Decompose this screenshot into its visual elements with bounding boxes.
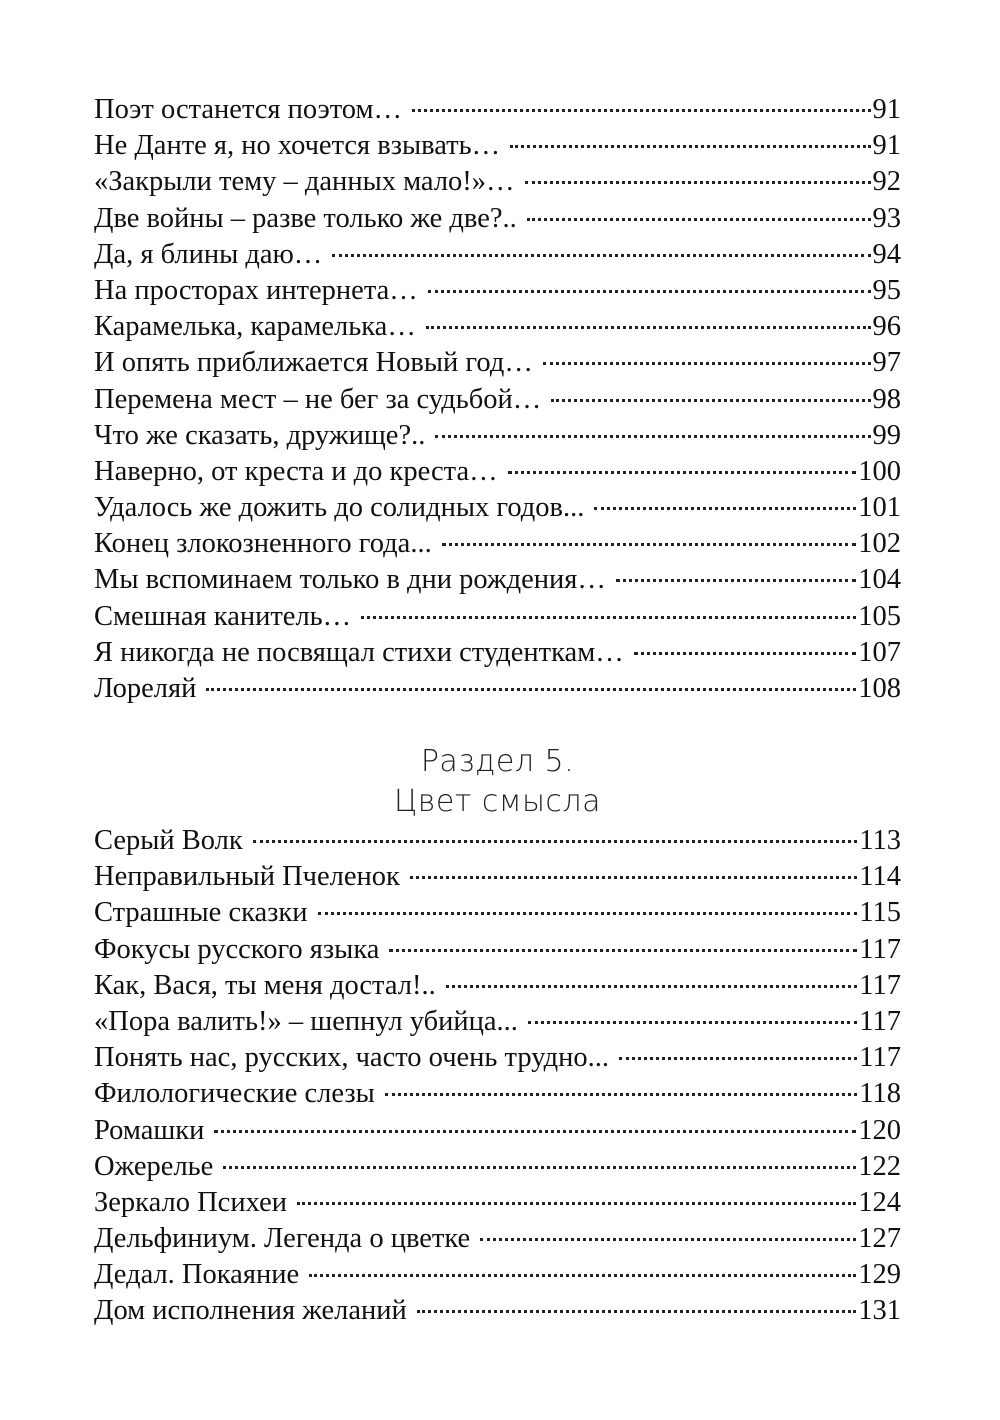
- toc-entry-page-number: 129: [858, 1259, 901, 1291]
- dot-leader: [528, 1021, 857, 1024]
- dot-leader: [480, 1238, 856, 1241]
- toc-entry: [94, 599, 901, 635]
- toc-entry-title: Поэт останется поэтом…: [94, 94, 403, 125]
- toc-entry-title: Лореляй: [94, 673, 197, 704]
- toc-entry: [94, 418, 901, 454]
- toc-entry-page-number: 92: [872, 166, 901, 198]
- toc-entry: [94, 635, 901, 671]
- toc-entry-title: Ромашки: [94, 1114, 205, 1146]
- toc-entry-title: На просторах интернета…: [94, 274, 418, 306]
- toc-entry-title: Мы вспоминаем только в дни рождения…: [94, 564, 606, 596]
- dot-leader: [616, 579, 856, 582]
- toc-entry: [94, 382, 901, 418]
- dot-leader: [297, 1202, 856, 1205]
- toc-entry-page-number: 120: [858, 1114, 901, 1146]
- toc-list-part-1: [94, 92, 901, 707]
- toc-entry-page-number: 124: [858, 1186, 901, 1218]
- dot-leader: [361, 616, 856, 619]
- toc-entry-title: И опять приближается Новый год…: [94, 347, 533, 379]
- toc-entry-title: Да, я блины даю…: [94, 238, 323, 270]
- toc-entry: [94, 454, 901, 490]
- toc-entry-page-number: 94: [872, 238, 901, 270]
- toc-entry-title: Неправильный Пчеленок: [94, 861, 400, 893]
- toc-entry-title: Дедал. Покаяние: [94, 1259, 300, 1291]
- toc-entry-page-number: 118: [859, 1078, 901, 1110]
- toc-entry-title: Не Данте я, но хочется взывать…: [94, 130, 501, 162]
- toc-entry: [94, 1293, 901, 1329]
- toc-entry: [94, 859, 901, 895]
- dot-leader: [543, 362, 871, 365]
- toc-entry-page-number: 104: [858, 564, 901, 596]
- toc-entry-page-number: 108: [858, 673, 901, 704]
- toc-entry-page-number: 117: [859, 1005, 901, 1037]
- toc-entry-title: Перемена мест – не бег за судьбой…: [94, 383, 542, 415]
- toc-entry: [94, 345, 901, 381]
- toc-entry-page-number: 114: [859, 861, 901, 893]
- toc-entry-title: Фокусы русского языка: [94, 933, 380, 965]
- toc-entry-title: Филологические слезы: [94, 1078, 375, 1110]
- toc-entry-page-number: 101: [858, 492, 901, 524]
- toc-entry-title: Карамелька, карамелька…: [94, 311, 416, 343]
- dot-leader: [389, 949, 857, 952]
- toc-entry-page-number: 97: [872, 347, 901, 379]
- dot-leader: [332, 254, 870, 257]
- toc-entry-page-number: 122: [858, 1150, 901, 1182]
- toc-entry: [94, 671, 901, 707]
- toc-entry-title: Страшные сказки: [94, 897, 308, 929]
- dot-leader: [410, 876, 857, 879]
- toc-entry-title: Смешная канитель…: [94, 600, 352, 632]
- toc-entry-title: Ожерелье: [94, 1150, 214, 1182]
- toc-entry-title: Две войны – разве только же две?..: [94, 202, 517, 234]
- dot-leader: [428, 290, 871, 293]
- toc-entry: [94, 273, 901, 309]
- toc-entry: [94, 164, 901, 200]
- toc-entry: [94, 968, 901, 1004]
- toc-list-part-2: [94, 823, 901, 1330]
- toc-entry-title: Наверно, от креста и до креста…: [94, 455, 498, 487]
- toc-entry: [94, 1113, 901, 1149]
- dot-leader: [446, 985, 858, 988]
- toc-entry-page-number: 117: [859, 1042, 901, 1074]
- toc-entry-title: «Пора валить!» – шепнул убийца...: [94, 1005, 518, 1037]
- toc-entry-page-number: 96: [872, 311, 901, 343]
- dot-leader: [318, 912, 858, 915]
- dot-leader: [508, 471, 857, 474]
- toc-entry: [94, 1221, 901, 1257]
- toc-entry-title: Удалось же дожить до солидных годов...: [94, 492, 585, 524]
- toc-entry: [94, 932, 901, 968]
- toc-entry-title: Дом исполнения желаний: [94, 1295, 407, 1327]
- toc-entry-page-number: 91: [872, 130, 901, 162]
- toc-entry-title: Что же сказать, дружище?..: [94, 419, 426, 451]
- toc-entry-title: Как, Вася, ты меня достал!..: [94, 969, 436, 1001]
- toc-entry-page-number: 113: [859, 825, 901, 856]
- toc-entry: [94, 1076, 901, 1112]
- toc-entry-page-number: 105: [858, 600, 901, 632]
- toc-entry: [94, 895, 901, 931]
- dot-leader: [619, 1057, 857, 1060]
- dot-leader: [435, 435, 870, 438]
- toc-entry-page-number: 100: [858, 455, 901, 487]
- dot-leader: [510, 145, 870, 148]
- dot-leader: [412, 109, 870, 112]
- toc-entry: [94, 490, 901, 526]
- toc-entry-page-number: 99: [872, 419, 901, 451]
- toc-entry-page-number: 93: [872, 202, 901, 234]
- dot-leader: [426, 326, 871, 329]
- toc-entry: [94, 201, 901, 237]
- toc-entry-title: Понять нас, русских, часто очень трудно...: [94, 1042, 610, 1074]
- toc-entry: [94, 309, 901, 345]
- toc-entry: [94, 526, 901, 562]
- toc-entry: [94, 823, 901, 859]
- toc-entry-page-number: 117: [859, 933, 901, 965]
- toc-entry-title: Зеркало Психеи: [94, 1186, 288, 1218]
- toc-entry: [94, 128, 901, 164]
- dot-leader: [309, 1274, 856, 1277]
- toc-entry: [94, 1257, 901, 1293]
- dot-leader: [417, 1310, 856, 1313]
- toc-entry-page-number: 107: [858, 636, 901, 668]
- dot-leader: [223, 1166, 856, 1169]
- toc-entry-page-number: 95: [872, 274, 901, 306]
- dot-leader: [206, 688, 856, 691]
- toc-entry-page-number: 98: [872, 383, 901, 415]
- dot-leader: [594, 507, 856, 510]
- dot-leader: [634, 652, 857, 655]
- dot-leader: [527, 218, 871, 221]
- toc-entry-page-number: 91: [872, 94, 901, 125]
- toc-entry-page-number: 117: [859, 969, 901, 1001]
- dot-leader: [525, 181, 871, 184]
- toc-entry: [94, 1149, 901, 1185]
- toc-entry-title: Конец злокозненного года...: [94, 528, 432, 560]
- toc-entry: [94, 1040, 901, 1076]
- toc-entry: [94, 237, 901, 273]
- toc-entry: [94, 92, 901, 128]
- section-title: Цвет смысла: [394, 784, 601, 819]
- toc-entry-title: Я никогда не посвящал стихи студенткам…: [94, 636, 624, 668]
- toc-entry-page-number: 115: [859, 897, 901, 929]
- dot-leader: [442, 543, 857, 546]
- toc-entry-title: «Закрыли тему – данных мало!»…: [94, 166, 515, 198]
- toc-entry-title: Дельфиниум. Легенда о цветке: [94, 1223, 471, 1255]
- dot-leader: [551, 399, 870, 402]
- toc-entry-title: Серый Волк: [94, 825, 243, 856]
- toc-entry: [94, 562, 901, 598]
- dot-leader: [385, 1093, 858, 1096]
- section-label: Раздел 5.: [420, 744, 575, 779]
- toc-entry-page-number: 102: [858, 528, 901, 560]
- toc-entry-page-number: 127: [858, 1223, 901, 1255]
- toc-entry: [94, 1004, 901, 1040]
- toc-entry: [94, 1185, 901, 1221]
- toc-entry-page-number: 131: [858, 1295, 901, 1327]
- dot-leader: [214, 1130, 856, 1133]
- dot-leader: [253, 840, 858, 843]
